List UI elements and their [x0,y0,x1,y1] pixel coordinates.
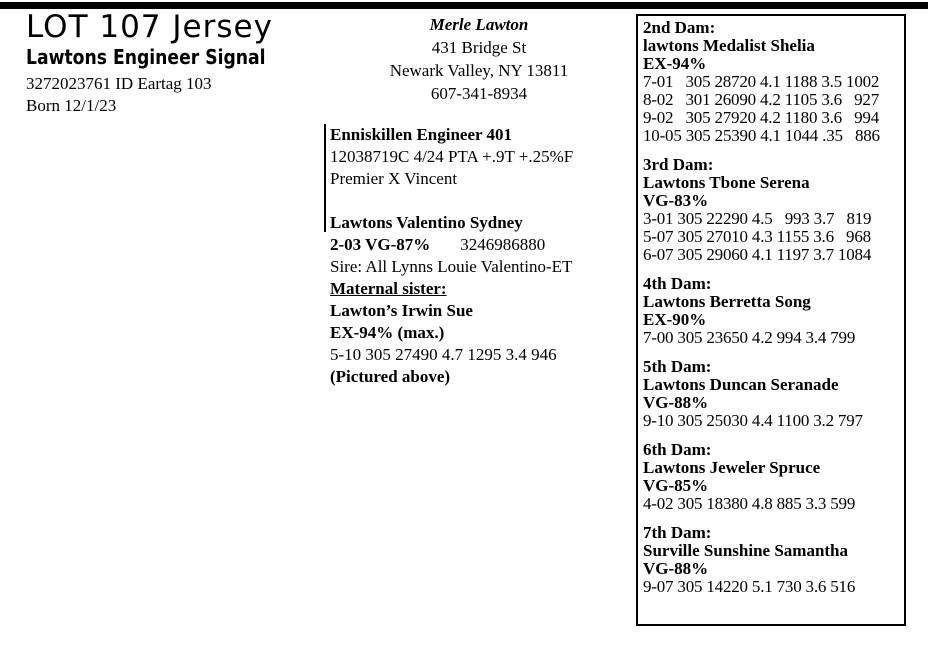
dam-classification: VG-88% [643,393,709,412]
dam-classification: EX-94% [643,54,707,73]
dam-classification: VG-88% [643,559,709,578]
dam-name: Lawtons Duncan Seranade [643,375,839,394]
registration-line: 3272023761 ID Eartag 103 [26,74,212,93]
dam-entry [643,275,904,347]
dam-entry [643,358,904,430]
consignor-name: Merle Lawton [429,15,529,34]
sire-name: Enniskillen Engineer 401 [330,125,513,144]
dam-record: 3-01 305 22290 4.5 993 3.7 819 [643,209,872,228]
maternal-sister-heading: Maternal sister: [330,279,447,298]
dam-label: 2nd Dam: [643,18,716,37]
sister-name: Lawton’s Irwin Sue [330,301,473,320]
dam-record: 7-01 305 28720 4.1 1188 3.5 1002 [643,72,880,91]
dam-classification: 2-03 VG-87% [330,235,431,254]
dam-name: Lawtons Jeweler Spruce [643,458,821,477]
sister-classification: EX-94% (max.) [330,323,445,342]
dam-record: 7-00 305 23650 4.2 994 3.4 799 [643,328,856,347]
consignor-city: Newark Valley, NY 13811 [389,61,569,80]
birth-date: Born 12/1/23 [26,96,117,115]
dam-label: 5th Dam: [643,357,712,376]
dam-record: 4-02 305 18380 4.8 885 3.3 599 [643,494,856,513]
dam-label: 7th Dam: [643,523,712,542]
dam-record: 9-07 305 14220 5.1 730 3.6 516 [643,577,856,596]
dam-record: 5-07 305 27010 4.3 1155 3.6 968 [643,227,871,246]
dam-name: Lawtons Valentino Sydney [330,213,523,232]
consignor-phone: 607-341-8934 [430,84,528,103]
sire-detail: 12038719C 4/24 PTA +.9T +.25%F [330,147,574,166]
dam-name: lawtons Medalist Shelia [643,36,815,55]
dam-entry [643,441,904,513]
dam-label: 4th Dam: [643,274,712,293]
dam-record: 6-07 305 29060 4.1 1197 3.7 1084 [643,245,872,264]
dam-name: Lawtons Tbone Serena [643,173,810,192]
dam-classification: VG-85% [643,476,709,495]
dam-entry [643,156,904,264]
sire-pedigree: Premier X Vincent [330,169,458,188]
lot-title: LOT 107 Jersey [26,9,273,45]
dam-label: 3rd Dam: [643,155,714,174]
dam-reg-number: 3246986880 [460,235,546,254]
consignor-block [372,13,586,105]
consignor-address: 431 Bridge St [431,38,527,57]
dam-sire-line: Sire: All Lynns Louie Valentino-ET [330,257,573,276]
dam-record: 10-05 305 25390 4.1 1044 .35 886 [643,126,880,145]
dam-name: Lawtons Berretta Song [643,292,811,311]
dam-entry [643,524,904,596]
dam-name: Surville Sunshine Samantha [643,541,849,560]
dam-record: 9-02 305 27920 4.2 1180 3.6 994 [643,108,880,127]
dam-classification-line [330,234,630,256]
dam-record: 9-10 305 25030 4.4 1100 3.2 797 [643,411,863,430]
pedigree-block [330,124,630,388]
dam-classification: EX-90% [643,310,707,329]
dam-label: 6th Dam: [643,440,712,459]
top-rule [0,2,928,9]
cow-name: Lawtons Engineer Signal [26,45,266,69]
dam-record: 8-02 301 26090 4.2 1105 3.6 927 [643,90,880,109]
sister-note: (Pictured above) [330,367,451,386]
dam-entry [643,19,904,145]
sister-record: 5-10 305 27490 4.7 1295 3.4 946 [330,345,557,364]
pedigree-bracket [324,124,326,232]
dam-lineage-box [636,14,906,626]
dam-classification: VG-83% [643,191,709,210]
